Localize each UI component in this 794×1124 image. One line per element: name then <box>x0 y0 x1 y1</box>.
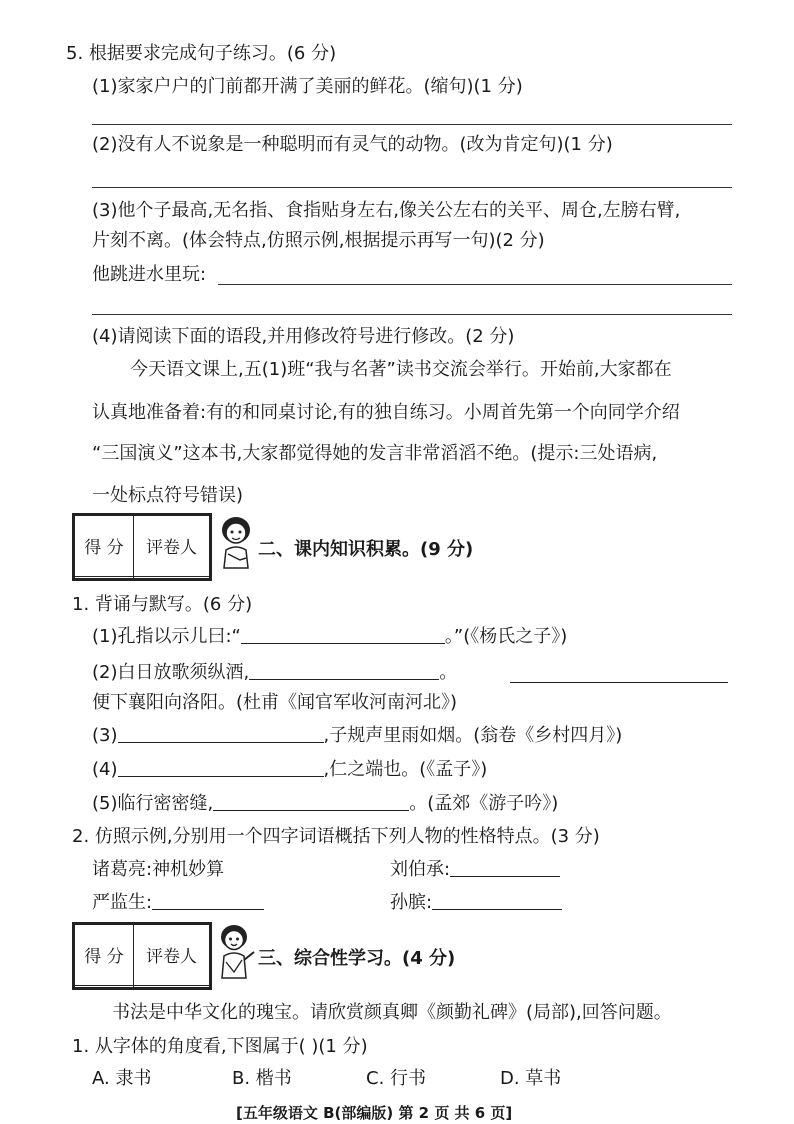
recite-line-2: (2)白日放歌须纵酒, 。 <box>92 662 458 683</box>
page-footer: [五年级语文 B(部编版) 第 2 页 共 6 页] <box>236 1104 513 1122</box>
q5-sub4: (4)请阅读下面的语段,并用修改符号进行修改。(2 分) <box>92 326 515 347</box>
fill-blank[interactable] <box>152 891 264 910</box>
sec3-intro: 书法是中华文化的瑰宝。请欣赏颜真卿《颜勤礼碑》(局部),回答问题。 <box>112 1002 672 1023</box>
fill-blank[interactable] <box>241 625 445 644</box>
fill-blank[interactable] <box>450 858 560 877</box>
option-a[interactable]: A. 隶书 <box>92 1068 152 1089</box>
passage-line: “三国演义”这本书,大家都觉得她的发言非常滔滔不绝。(提示:三处语病, <box>92 443 658 464</box>
sec2-q2: 2. 仿照示例,分别用一个四字词语概括下列人物的性格特点。(3 分) <box>72 826 600 847</box>
sec2-q1: 1. 背诵与默写。(6 分) <box>72 594 253 615</box>
prompt-sun-bin: 孙膑: <box>390 890 562 916</box>
grader-label: 评卷人 <box>134 516 210 577</box>
passage-line: 一处标点符号错误) <box>92 485 244 506</box>
fill-blank[interactable] <box>249 661 439 680</box>
q5-sub3-line1: (3)他个子最高,无名指、食指贴身左右,像关公左右的关平、周仓,左膀右臂, <box>92 200 681 221</box>
recite-line-4: (4) ,仁之端也。(《孟子》) <box>92 759 488 780</box>
recite-line-1: (1)孔指以示儿曰:“ 。”(《杨氏之子》) <box>92 626 568 647</box>
grader-cell[interactable] <box>134 576 210 578</box>
answer-line[interactable] <box>92 124 732 125</box>
passage-line: 认真地准备着:有的和同桌讨论,有的独自练习。小周首先第一个向同学介绍 <box>92 402 680 423</box>
score-box <box>72 922 212 990</box>
section-3-heading: 三、综合性学习。(4 分) <box>258 948 456 969</box>
student-icon <box>214 922 258 980</box>
prompt-yan-jiansheng: 严监生: <box>92 890 264 916</box>
score-label: 得 分 <box>75 516 134 577</box>
fill-blank[interactable] <box>118 724 324 743</box>
score-cell[interactable] <box>75 985 134 987</box>
recite-line-5: (5)临行密密缝, 。(孟郊《游子吟》) <box>92 793 559 814</box>
option-b[interactable]: B. 楷书 <box>232 1068 292 1089</box>
fill-blank[interactable] <box>118 758 324 777</box>
grader-label: 评卷人 <box>134 925 210 986</box>
fill-blank[interactable] <box>432 891 562 910</box>
recite-line-2b: 便下襄阳向洛阳。(杜甫《闻官军收河南河北》) <box>92 692 458 713</box>
answer-line[interactable] <box>92 187 732 188</box>
prompt-liu-bocheng: 刘伯承: <box>390 857 560 883</box>
score-box <box>72 513 212 581</box>
score-cell[interactable] <box>75 576 134 578</box>
example-zhuge-liang: 诸葛亮:神机妙算 <box>92 859 225 880</box>
grader-cell[interactable] <box>134 985 210 987</box>
q5-sub2: (2)没有人不说象是一种聪明而有灵气的动物。(改为肯定句)(1 分) <box>92 134 613 155</box>
q5-sub3-line2: 片刻不离。(体会特点,仿照示例,根据提示再写一句)(2 分) <box>92 230 545 251</box>
answer-line[interactable] <box>92 314 732 315</box>
fill-blank[interactable] <box>510 664 728 683</box>
passage-line: 今天语文课上,五(1)班“我与名著”读书交流会举行。开始前,大家都在 <box>130 359 672 380</box>
answer-line[interactable] <box>218 284 732 285</box>
option-d[interactable]: D. 草书 <box>500 1068 562 1089</box>
section-2-heading: 二、课内知识积累。(9 分) <box>258 539 474 560</box>
sec3-q1: 1. 从字体的角度看,下图属于( )(1 分) <box>72 1036 368 1057</box>
q5-sub3-prompt: 他跳进水里玩: <box>92 264 207 285</box>
fill-blank[interactable] <box>213 792 409 811</box>
option-c[interactable]: C. 行书 <box>366 1068 427 1089</box>
q5-sub1: (1)家家户户的门前都开满了美丽的鲜花。(缩句)(1 分) <box>92 76 523 97</box>
recite-line-3: (3) ,子规声里雨如烟。(翁卷《乡村四月》) <box>92 725 623 746</box>
q5-title: 5. 根据要求完成句子练习。(6 分) <box>66 43 337 64</box>
student-icon <box>216 514 258 570</box>
score-label: 得 分 <box>75 925 134 986</box>
